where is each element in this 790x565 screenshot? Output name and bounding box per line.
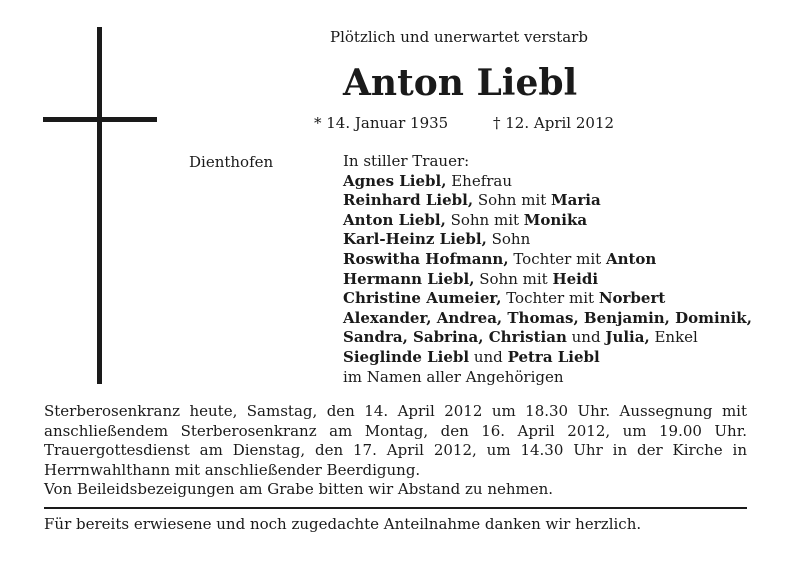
mourner-relation: Tochter mit: [501, 289, 599, 308]
mourner-line: [343, 230, 752, 250]
mourner-relation: Enkel: [649, 328, 698, 347]
mourner-lines: [343, 172, 752, 368]
mourner-name: Agnes Liebl,: [343, 171, 447, 190]
mourner-name: Christine Aumeier,: [343, 289, 502, 308]
mourners-closing: im Namen aller Angehörigen: [343, 367, 564, 386]
mourner-name: Maria: [551, 191, 601, 210]
cross-icon-vertical-bar: [97, 27, 102, 384]
mourner-line: [343, 328, 752, 348]
mourner-relation: Sohn mit: [474, 269, 553, 288]
mourner-name: Hermann Liebl,: [343, 269, 475, 288]
mourner-line: [343, 191, 752, 211]
mourner-line: [343, 250, 752, 270]
birth-date: * 14. Januar 1935: [314, 114, 449, 132]
mourner-relation: Sohn mit: [473, 191, 552, 210]
mourner-name: Sieglinde Liebl: [343, 347, 470, 366]
thanks-text: Für bereits erwiesene und noch zugedachte Anteilnahme danken wir herzlich.: [44, 515, 642, 533]
mourner-name: Norbert: [598, 289, 666, 308]
announcement-line: Herrnwahlthann mit anschließender Beerdigung.: [44, 460, 421, 479]
mourners-list: [343, 152, 752, 387]
divider-rule: [44, 507, 747, 509]
mourner-name: Monika: [523, 210, 588, 229]
mourner-line: [343, 289, 752, 309]
service-announcement: [44, 402, 747, 500]
mourner-name: Petra Liebl: [507, 347, 600, 366]
announcement-line: Trauergottesdienst am Dienstag, den 17. April 2012, um 14.30 Uhr in der Kirche in: [44, 441, 747, 460]
mourner-relation: Tochter mit: [508, 249, 606, 268]
place-name: Dienthofen: [189, 153, 274, 171]
announcement-line: Von Beileidsbezeigungen am Grabe bitten wir Abstand zu nehmen.: [44, 480, 554, 499]
announcement-line: Sterberosenkranz heute, Samstag, den 14. April 2012 um 18.30 Uhr. Aussegnung mit: [44, 402, 747, 420]
announcement-line: anschließendem Sterberosenkranz am Montag, den 16. April 2012, um 19.00 Uhr.: [44, 421, 747, 440]
mourner-relation: Sohn: [486, 230, 531, 249]
cross-icon-horizontal-bar: [43, 117, 157, 122]
mourner-relation: Sohn mit: [445, 210, 524, 229]
mourner-line: [343, 309, 752, 329]
mourner-name: Heidi: [552, 269, 599, 288]
mourner-name: Anton: [605, 249, 657, 268]
mourner-name: Anton Liebl,: [343, 210, 446, 229]
mourner-name: Karl-Heinz Liebl,: [343, 230, 487, 249]
deceased-name: Anton Liebl: [343, 62, 578, 104]
mourner-name: Roswitha Hofmann,: [343, 249, 509, 268]
mourner-name: Reinhard Liebl,: [343, 191, 474, 210]
mourner-line: [343, 211, 752, 231]
mourner-line: [343, 348, 752, 368]
mourner-name: Alexander, Andrea, Thomas, Benjamin, Dominik,: [343, 308, 752, 327]
mourner-relation: und: [469, 347, 508, 366]
mourner-name: Sandra, Sabrina, Christian: [343, 328, 567, 347]
mourner-relation: Ehefrau: [446, 171, 513, 190]
mourners-heading: In stiller Trauer:: [343, 152, 470, 170]
mourner-name: Julia,: [605, 328, 650, 347]
mourner-line: [343, 270, 752, 290]
death-date: † 12. April 2012: [493, 114, 615, 132]
mourner-line: [343, 172, 752, 192]
intro-text: Plötzlich und unerwartet verstarb: [330, 28, 588, 46]
mourner-relation: und: [566, 328, 606, 347]
